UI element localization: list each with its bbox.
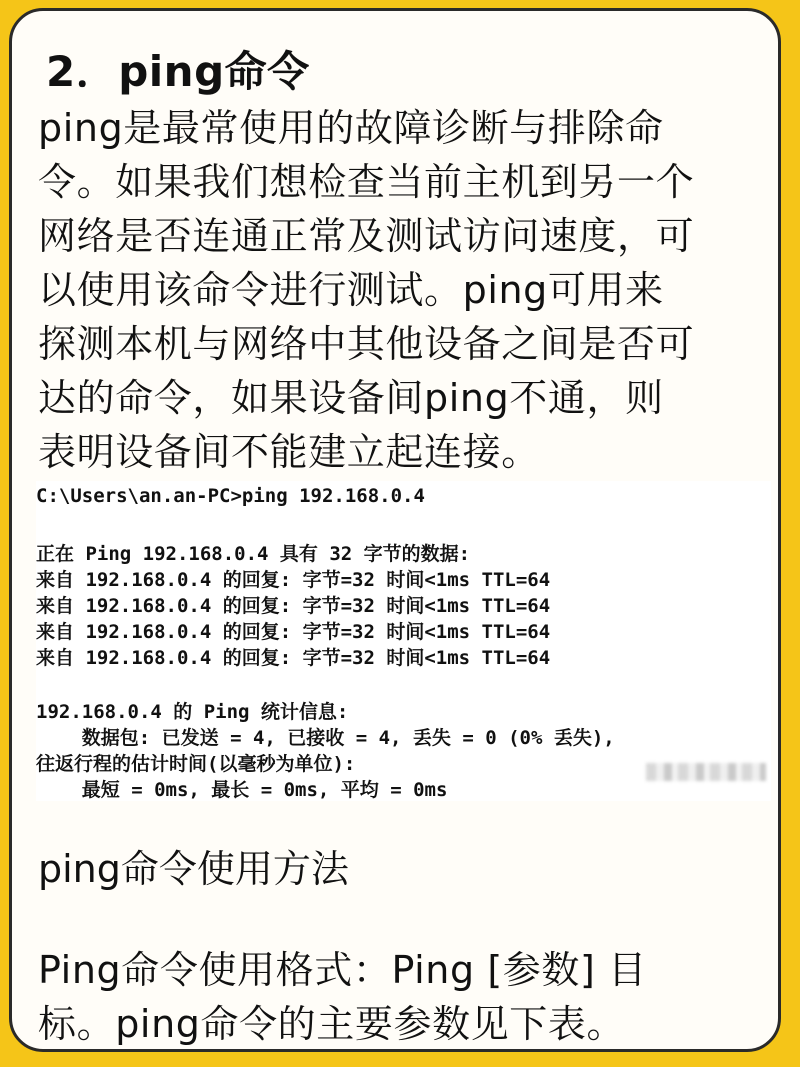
intro-line: 表明设备间不能建立起连接。 [38,430,540,474]
intro-line: ping是最常使用的故障诊断与排除命 [38,106,664,150]
intro-line: 探测本机与网络中其他设备之间是否可 [38,322,695,366]
terminal-reply-line: 来自 192.168.0.4 的回复: 字节=32 时间<1ms TTL=64 [36,647,551,669]
terminal-stats-title: 192.168.0.4 的 Ping 统计信息: [36,701,349,723]
terminal-rtt-values: 最短 = 0ms, 最长 = 0ms, 平均 = 0ms [36,779,448,801]
terminal-reply-line: 来自 192.168.0.4 的回复: 字节=32 时间<1ms TTL=64 [36,621,551,643]
usage-heading: ping命令使用方法 [38,847,349,891]
intro-paragraph [38,101,778,479]
terminal-rtt-title: 往返行程的估计时间(以毫秒为单位): [36,753,356,775]
intro-line: 达的命令，如果设备间ping不通，则 [38,376,664,420]
section-title: 2．ping命令 [46,47,310,96]
terminal-packets-line: 数据包: 已发送 = 4, 已接收 = 4, 丢失 = 0 (0% 丢失), [36,727,615,749]
usage-format-line: Ping命令使用格式：Ping [参数] 目 [38,948,647,992]
terminal-reply-line: 来自 192.168.0.4 的回复: 字节=32 时间<1ms TTL=64 [36,569,551,591]
terminal-screenshot [36,481,771,801]
terminal-reply-line: 来自 192.168.0.4 的回复: 字节=32 时间<1ms TTL=64 [36,595,551,617]
terminal-header-line: 正在 Ping 192.168.0.4 具有 32 字节的数据: [36,543,471,565]
intro-line: 网络是否连通正常及测试访问速度，可 [38,214,695,258]
terminal-command-line: C:\Users\an.an-PC>ping 192.168.0.4 [36,485,425,507]
blurred-watermark [646,763,766,781]
usage-format-paragraph [38,943,778,1051]
intro-line: 以使用该命令进行测试。ping可用来 [38,268,664,312]
usage-format-line: 标。ping命令的主要参数见下表。 [38,1002,626,1046]
content-card [9,8,781,1052]
intro-line: 令。如果我们想检查当前主机到另一个 [38,160,695,204]
